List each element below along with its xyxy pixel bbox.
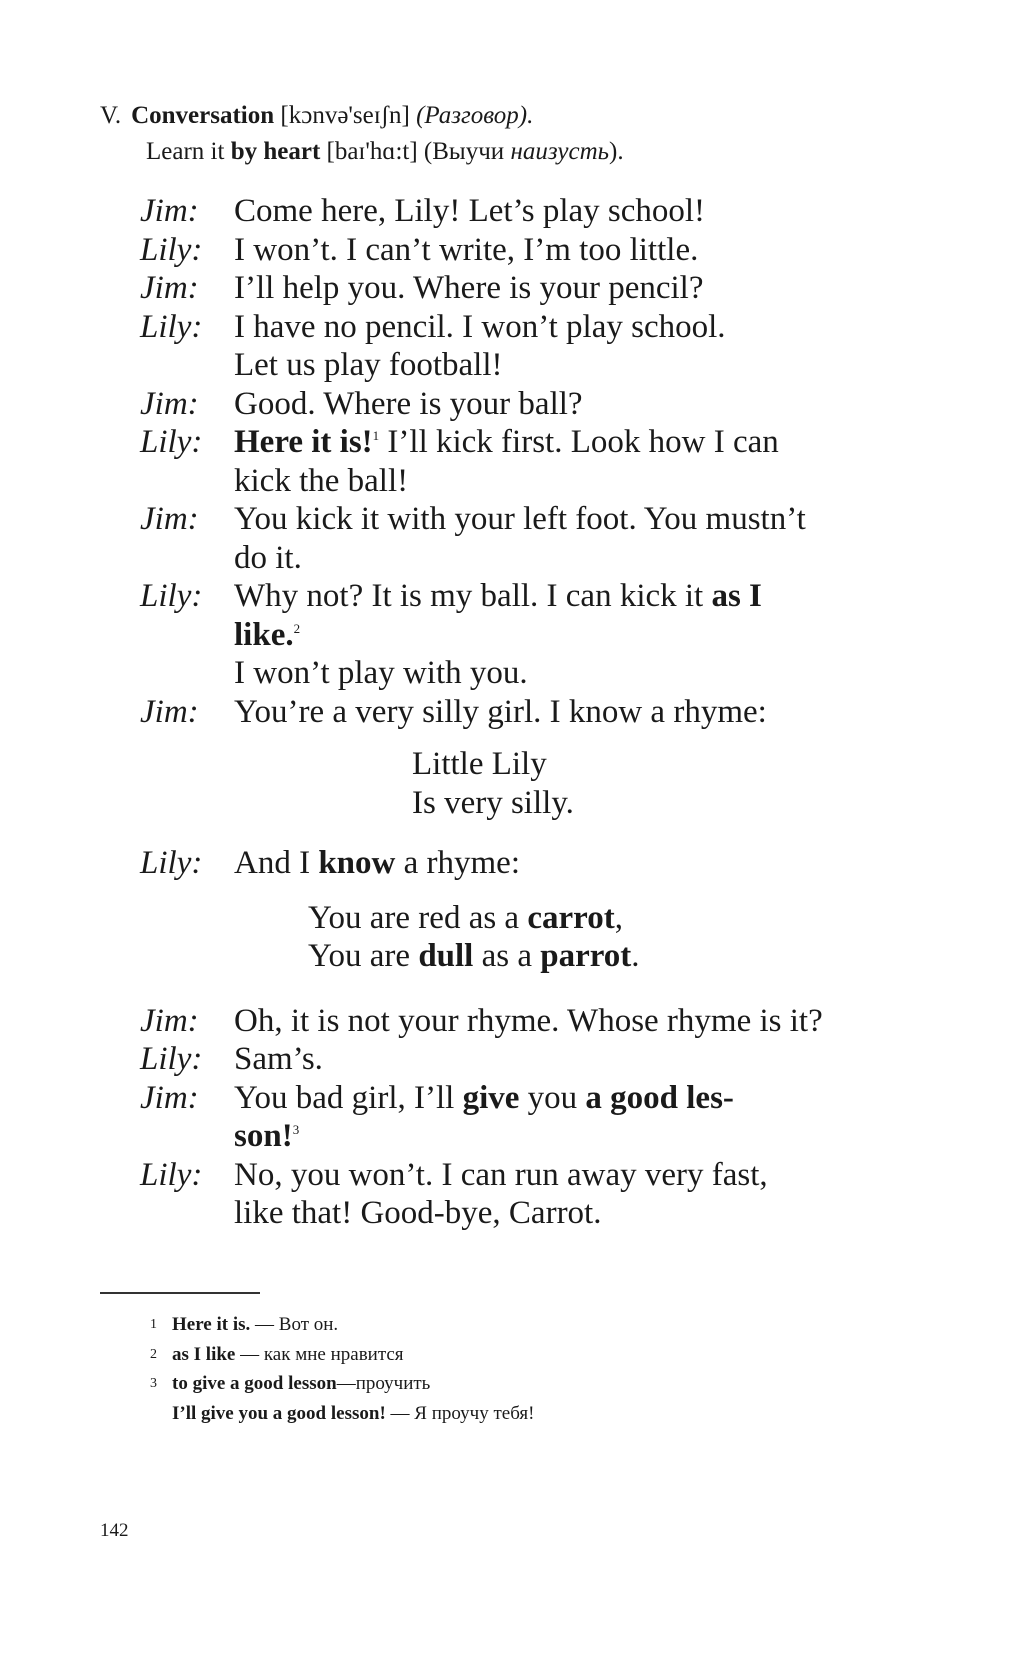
footnote-term: to give a good lesson (172, 1373, 337, 1394)
line-text: Oh, it is not your rhyme. Whose rhyme is it? (234, 1002, 823, 1039)
footnote-term: as I like (172, 1343, 236, 1365)
footnote-number: 1 (150, 1317, 157, 1332)
speaker: Lily: (140, 1156, 203, 1193)
footnote-ref: 1 (372, 428, 380, 443)
footnote-divider (100, 1292, 260, 1294)
dialogue-line (140, 385, 960, 424)
speaker: Jim: (140, 501, 199, 537)
text-run: You are red as a (308, 899, 528, 936)
footnote-term: Here it is. (172, 1314, 251, 1335)
speaker: Lily: (140, 578, 203, 614)
instruction-end: ). (609, 138, 624, 165)
footnote-text: —проучить (336, 1373, 431, 1394)
dialogue-line (140, 500, 960, 539)
line-text: I won’t. I can’t write, I’m too little. (234, 231, 699, 268)
text-run: , (614, 899, 623, 936)
dialogue-line (140, 423, 960, 462)
dialogue-line (140, 231, 960, 270)
rhyme-line: Little Lily (412, 746, 547, 782)
text-run: And I (234, 845, 319, 881)
footnote (150, 1310, 534, 1340)
bold-phrase: know (318, 845, 396, 881)
dialogue (140, 192, 960, 1233)
speaker: Lily: (140, 231, 203, 268)
dialogue-line (140, 346, 960, 385)
page-number: 142 (100, 1520, 129, 1541)
dialogue-line (140, 1156, 960, 1195)
bold-phrase: like. (234, 616, 294, 653)
dialogue-line (140, 616, 960, 655)
line-text: Sam’s. (234, 1041, 323, 1077)
text-run: Why not? It is my ball. I can kick it (234, 578, 712, 614)
line-text (234, 1079, 960, 1118)
line-text: You kick it with your left foot. You mustn’t (234, 501, 806, 537)
footnote (150, 1340, 534, 1370)
section-transcription: [kɔnvə'seɪʃn] (280, 102, 410, 129)
line-text: Let us play football! (234, 347, 503, 383)
line-text: I won’t play with you. (234, 655, 528, 691)
bold-phrase: carrot (527, 899, 615, 936)
instruction-ru: наизусть (510, 138, 610, 165)
speaker: Lily: (140, 424, 203, 460)
line-text (234, 616, 960, 655)
footnote-term: I’ll give you a good lesson! (172, 1402, 386, 1424)
footnote (150, 1369, 534, 1399)
section-title: Conversation (131, 102, 275, 129)
text-run: You bad girl, I’ll (234, 1079, 463, 1116)
instruction-transcription: [baɪ'hɑ:t] (Выучи (320, 138, 511, 165)
rhyme-line (308, 899, 960, 938)
bold-phrase: dull (418, 938, 474, 974)
section-number: V. (100, 102, 122, 129)
line-text: kick the ball! (234, 462, 409, 499)
bold-phrase: son! (234, 1118, 293, 1154)
dialogue-line (140, 269, 960, 308)
speaker: Jim: (140, 1079, 199, 1116)
footnote-number: 3 (150, 1376, 157, 1391)
dialogue-line (140, 654, 960, 693)
line-text (234, 423, 960, 462)
bold-phrase: give (462, 1079, 520, 1116)
instruction-text: Learn it (146, 138, 231, 165)
dialogue-line (140, 1079, 960, 1118)
dialogue-line (140, 462, 960, 501)
section-title-ru: (Разговор). (416, 102, 534, 129)
text-run: you (519, 1079, 586, 1116)
footnote-ref: 3 (292, 1122, 300, 1137)
line-text: You’re a very silly girl. I know a rhyme: (234, 693, 767, 730)
section-instruction (146, 136, 624, 168)
rhyme-line (308, 937, 960, 976)
speaker: Jim: (140, 385, 199, 422)
bold-phrase: a good les- (585, 1079, 734, 1116)
speaker: Jim: (140, 693, 199, 730)
line-text: No, you won’t. I can run away very fast, (234, 1156, 768, 1193)
bold-phrase: parrot (540, 938, 632, 974)
line-text: do it. (234, 539, 302, 576)
bold-phrase: as I (711, 578, 762, 614)
instruction-bold: by heart (230, 138, 321, 165)
footnote-number: 2 (150, 1346, 157, 1362)
line-text: Come here, Lily! Let’s play school! (234, 193, 706, 229)
line-text: like that! Good-bye, Carrot. (234, 1195, 602, 1231)
line-text: Good. Where is your ball? (234, 385, 583, 422)
footnotes (150, 1310, 534, 1428)
speaker: Jim: (140, 270, 199, 306)
text-run: You are (308, 938, 419, 974)
dialogue-line (140, 693, 960, 732)
dialogue-line (140, 1117, 960, 1156)
line-text (234, 577, 960, 616)
dialogue-line (140, 844, 960, 883)
speaker: Lily: (140, 308, 203, 345)
footnote-text: — как мне нравится (235, 1343, 404, 1365)
text-run: a rhyme: (395, 845, 520, 881)
dialogue-line (140, 192, 960, 231)
speaker: Lily: (140, 1041, 203, 1077)
dialogue-line (140, 539, 960, 578)
speaker: Jim: (140, 193, 199, 229)
dialogue-line (140, 577, 960, 616)
footnote-text: — Я проучу тебя! (385, 1402, 535, 1424)
dialogue-line (140, 1040, 960, 1079)
text-run: as a (473, 938, 541, 974)
speaker: Lily: (140, 845, 203, 881)
line-text (234, 844, 960, 883)
speaker: Jim: (140, 1002, 199, 1039)
dialogue-line (140, 308, 960, 347)
dialogue-line (140, 1194, 960, 1233)
section-heading (100, 100, 533, 132)
line-text (234, 1117, 960, 1156)
footnote-ref: 2 (293, 620, 301, 636)
rhyme-jim (140, 745, 960, 822)
rhyme-lily (140, 899, 960, 976)
rhyme-line: Is very silly. (412, 784, 574, 821)
footnote-text: — Вот он. (250, 1314, 339, 1335)
text-run: I’ll kick first. Look how I can (379, 424, 779, 460)
footnote (150, 1399, 534, 1429)
dialogue-line (140, 1002, 960, 1041)
line-text: I have no pencil. I won’t play school. (234, 308, 726, 345)
line-text: I’ll help you. Where is your pencil? (234, 270, 704, 306)
bold-phrase: Here it is! (234, 424, 373, 460)
text-run: . (631, 938, 640, 974)
